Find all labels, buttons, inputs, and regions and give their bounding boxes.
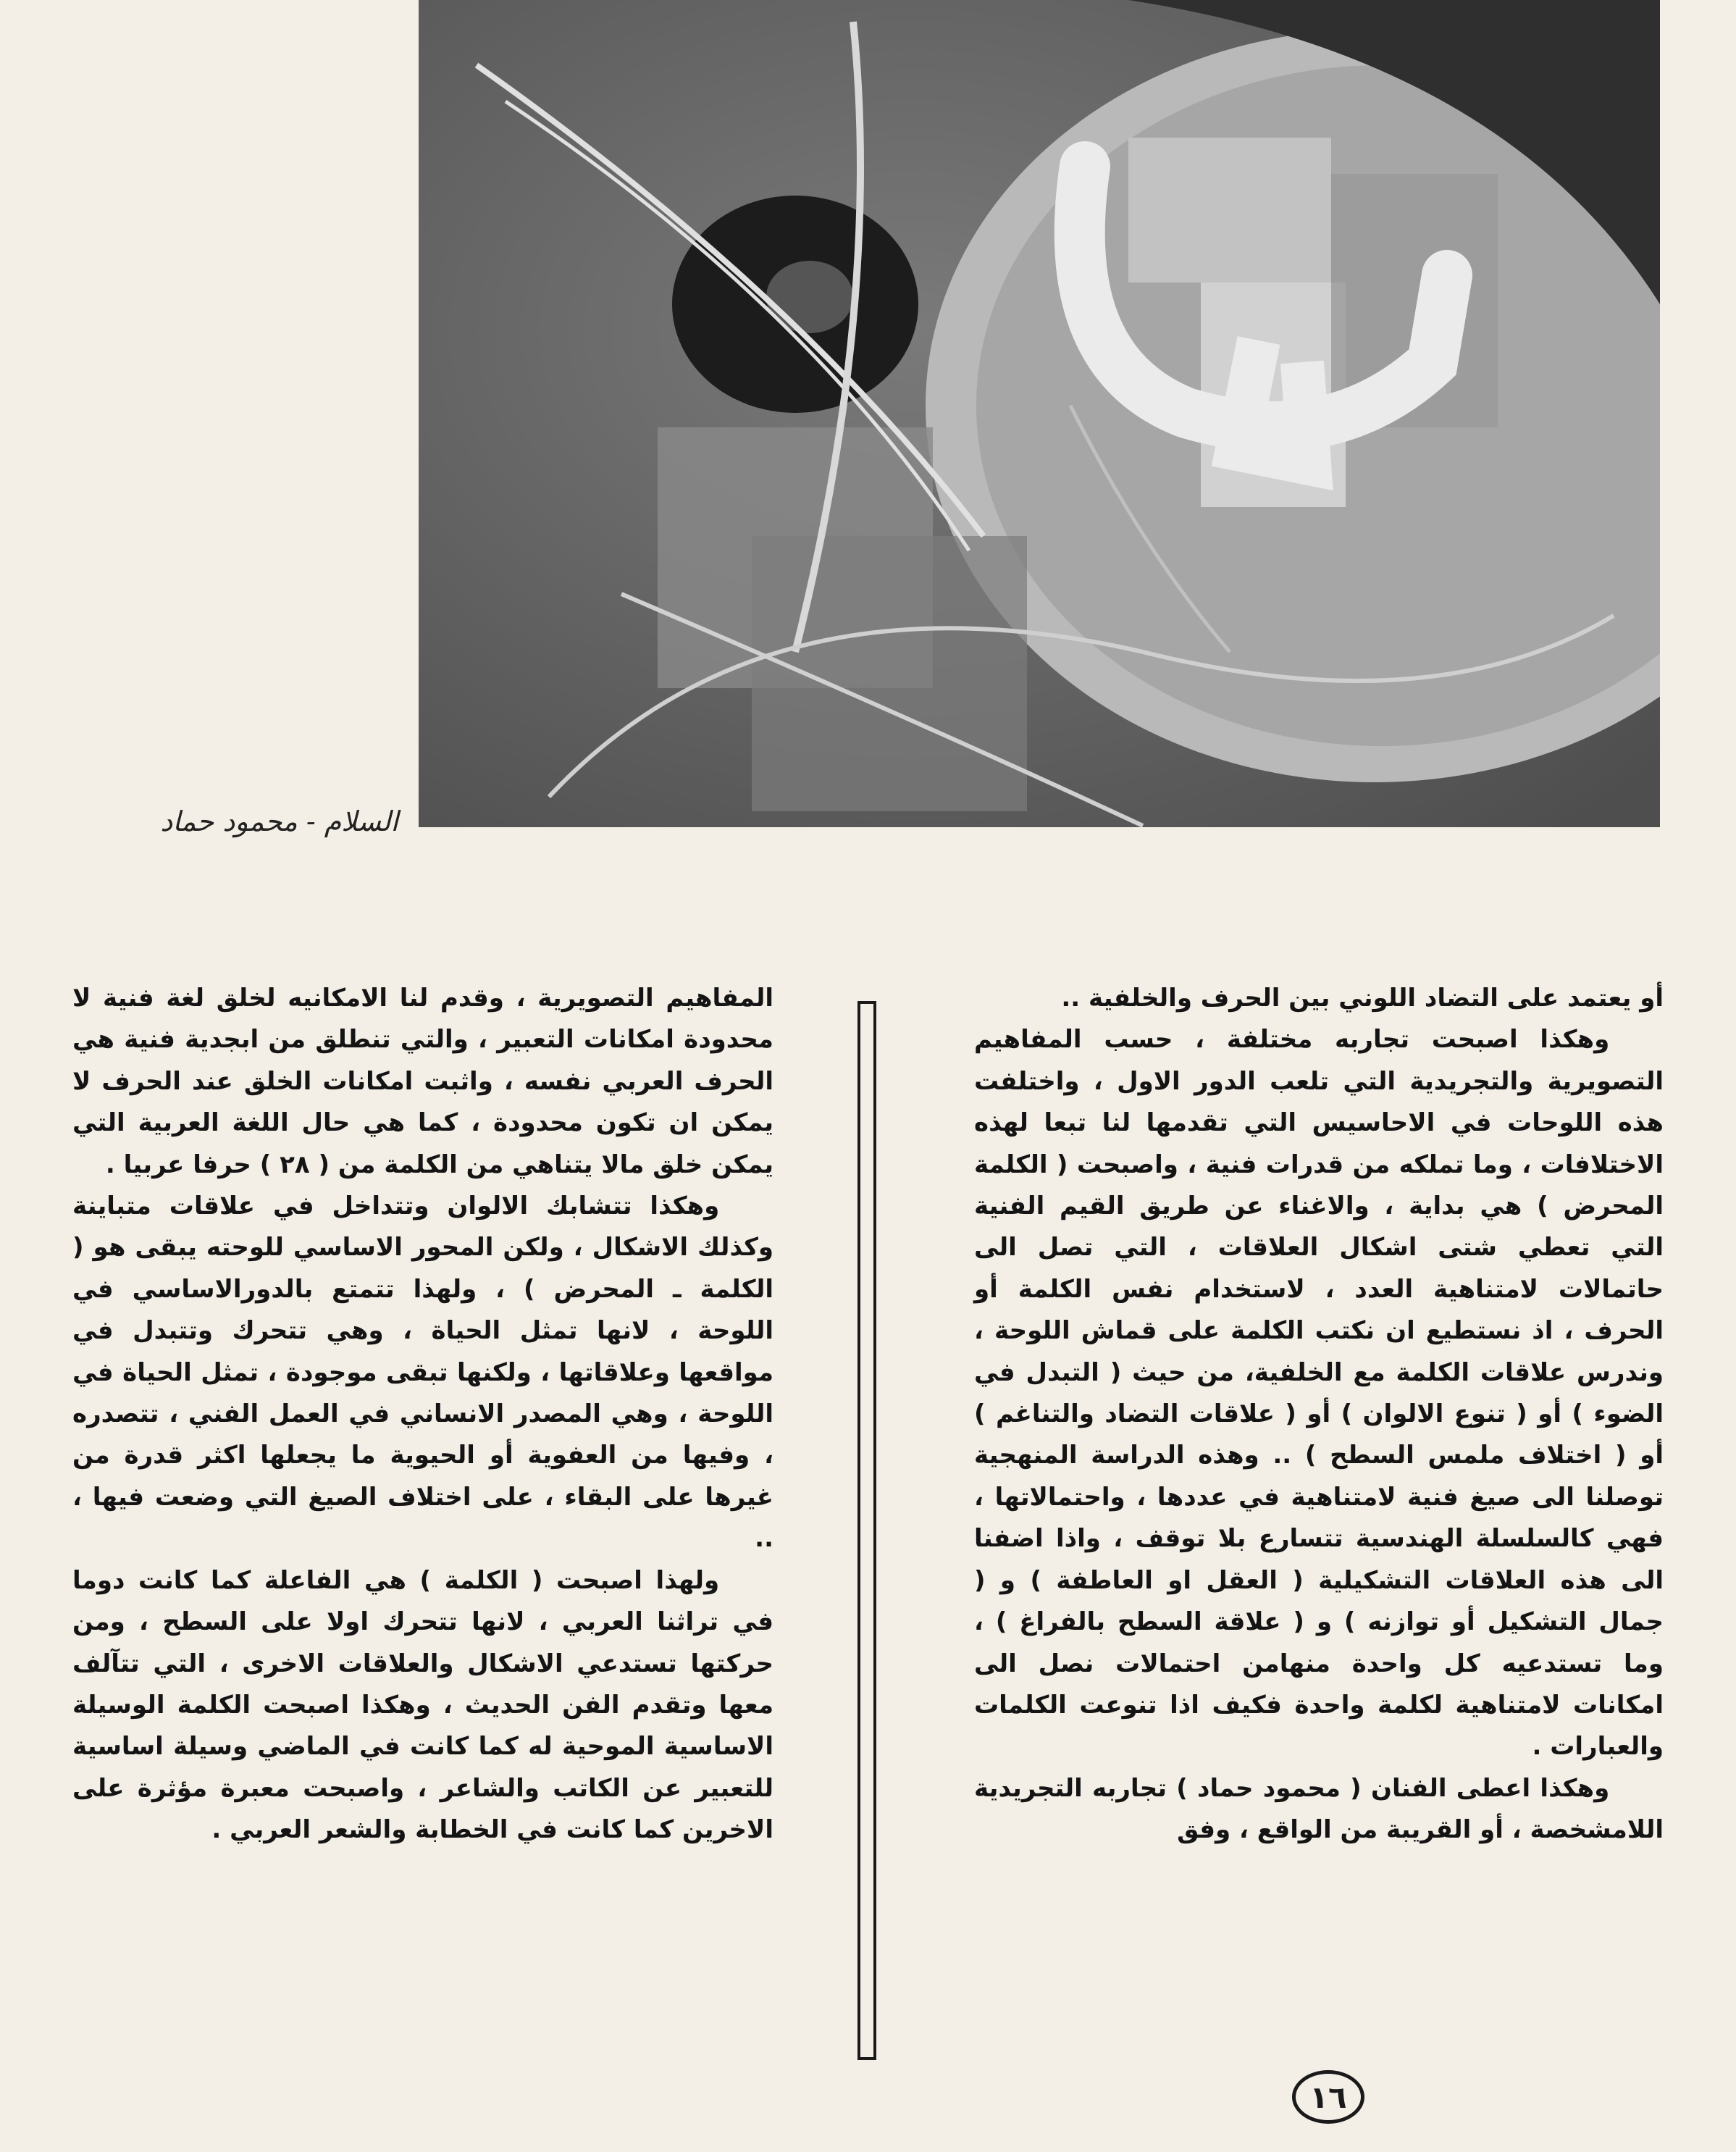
- paragraph: المفاهيم التصويرية ، وقدم لنا الامكانيه لخلق لغة فنية لا محدودة امكانات التعبير ، والتي تنطلق من ابجدية فنية هي الحرف العربي نفسه ، واثبت امكانات الخلق عند الحرف لا يمكن ان تكون محدودة ، كما هي حال اللغة العربية التي يمكن خلق مالا يتناهي من الكلمة من ( ٢٨ ) حرفا عربيا .: [72, 984, 773, 1179]
- page-number: ١٦: [1292, 2070, 1364, 2124]
- paragraph: وهكذا اعطى الفنان ( محمود حماد ) تجاربه التجريدية اللامشخصة ، أو القريبة من الواقع ، وفق: [974, 1773, 1664, 1845]
- paragraph: وهكذا اصبحت تجاربه مختلفة ، حسب المفاهيم التصويرية والتجريدية التي تلعب الدور الاول ، واختلفت هذه اللوحات في الاحاسيس التي تقدمها لنا تبعا لهذه الاختلافات ، وما تملكه من قدرات فنية ، واصبحت ( الكلمة المحرض ) هي بداية ، والاغناء عن طريق القيم الفنية التي تعطي شتى اشكال العلاقات ، التي تصل الى حاتمالات لامتناهية العدد ، لاستخدام نفس الكلمة أو الحرف ، اذ نستطيع ان نكتب الكلمة على قماش اللوحة ، وندرس علاقات الكلمة مع الخلفية، من حيث ( التبدل في الضوء ) أو ( تنوع الالوان ) أو ( علاقات التضاد والتناغم ) أو ( اختلاف ملمس السطح ) .. وهذه الدراسة المنهجية توصلنا الى صيغ فنية لامتناهية في عددها ، واحتمالاتها ، فهي كالسلسلة الهندسية تتسارع بلا توقف ، واذا اضفنا الى هذه العلاقات التشكيلية ( العقل او العاطفة ) و ( جمال التشكيل أو توازنه ) و ( علاقة السطح بالفراغ ) ، وما تستدعيه كل واحدة منهامن احتمالات نصل الى امكانات لامتناهية لكلمة واحدة فكيف اذا تنوعت الكلمات والعبارات .: [974, 1025, 1664, 1762]
- paragraph: وهكذا تتشابك الالوان وتتداخل في علاقات متباينة وكذلك الاشكال ، ولكن المحور الاساسي للوحته يبقى هو ( الكلمة ـ المحرض ) ، ولهذا تتمتع بالدورالاساسي في اللوحة ، لانها تمثل الحياة ، وهي تتحرك وتتبدل في مواقعها وعلاقاتها ، ولكنها تبقى موجودة ، تمثل الحياة في اللوحة ، وهي المصدر الانساني في العمل الفني ، تتصدره ، وفيها من العفوية أو الحيوية ما يجعلها اكثر قدرة من غيرها على البقاء ، على اختلاف الصيغ التي وضعت فيها ، ..: [72, 1192, 773, 1554]
- article-column-right: [974, 978, 1664, 1851]
- column-divider: [857, 1001, 876, 2060]
- painting-illustration: [419, 0, 1660, 827]
- article-column-left: [72, 978, 773, 1851]
- paragraph: ولهذا اصبحت ( الكلمة ) هي الفاعلة كما كانت دوما في تراثنا العربي ، لانها تتحرك اولا على السطح ، ومن حركتها تستدعي الاشكال والعلاقات الاخرى ، التي تتآلف معها وتقدم الفن الحديث ، وهكذا اصبحت الكلمة الوسيلة الاساسية الموحية له كما كانت في الماضي وسيلة اساسية للتعبير عن الكاتب والشاعر ، واصبحت معبرة مؤثرة على الاخرين كما كانت في الخطابة والشعر العربي .: [72, 1565, 773, 1845]
- figure-caption: السلام - محمود حماد: [160, 805, 398, 837]
- paragraph: أو يعتمد على التضاد اللوني بين الحرف والخلفية ..: [1061, 984, 1664, 1013]
